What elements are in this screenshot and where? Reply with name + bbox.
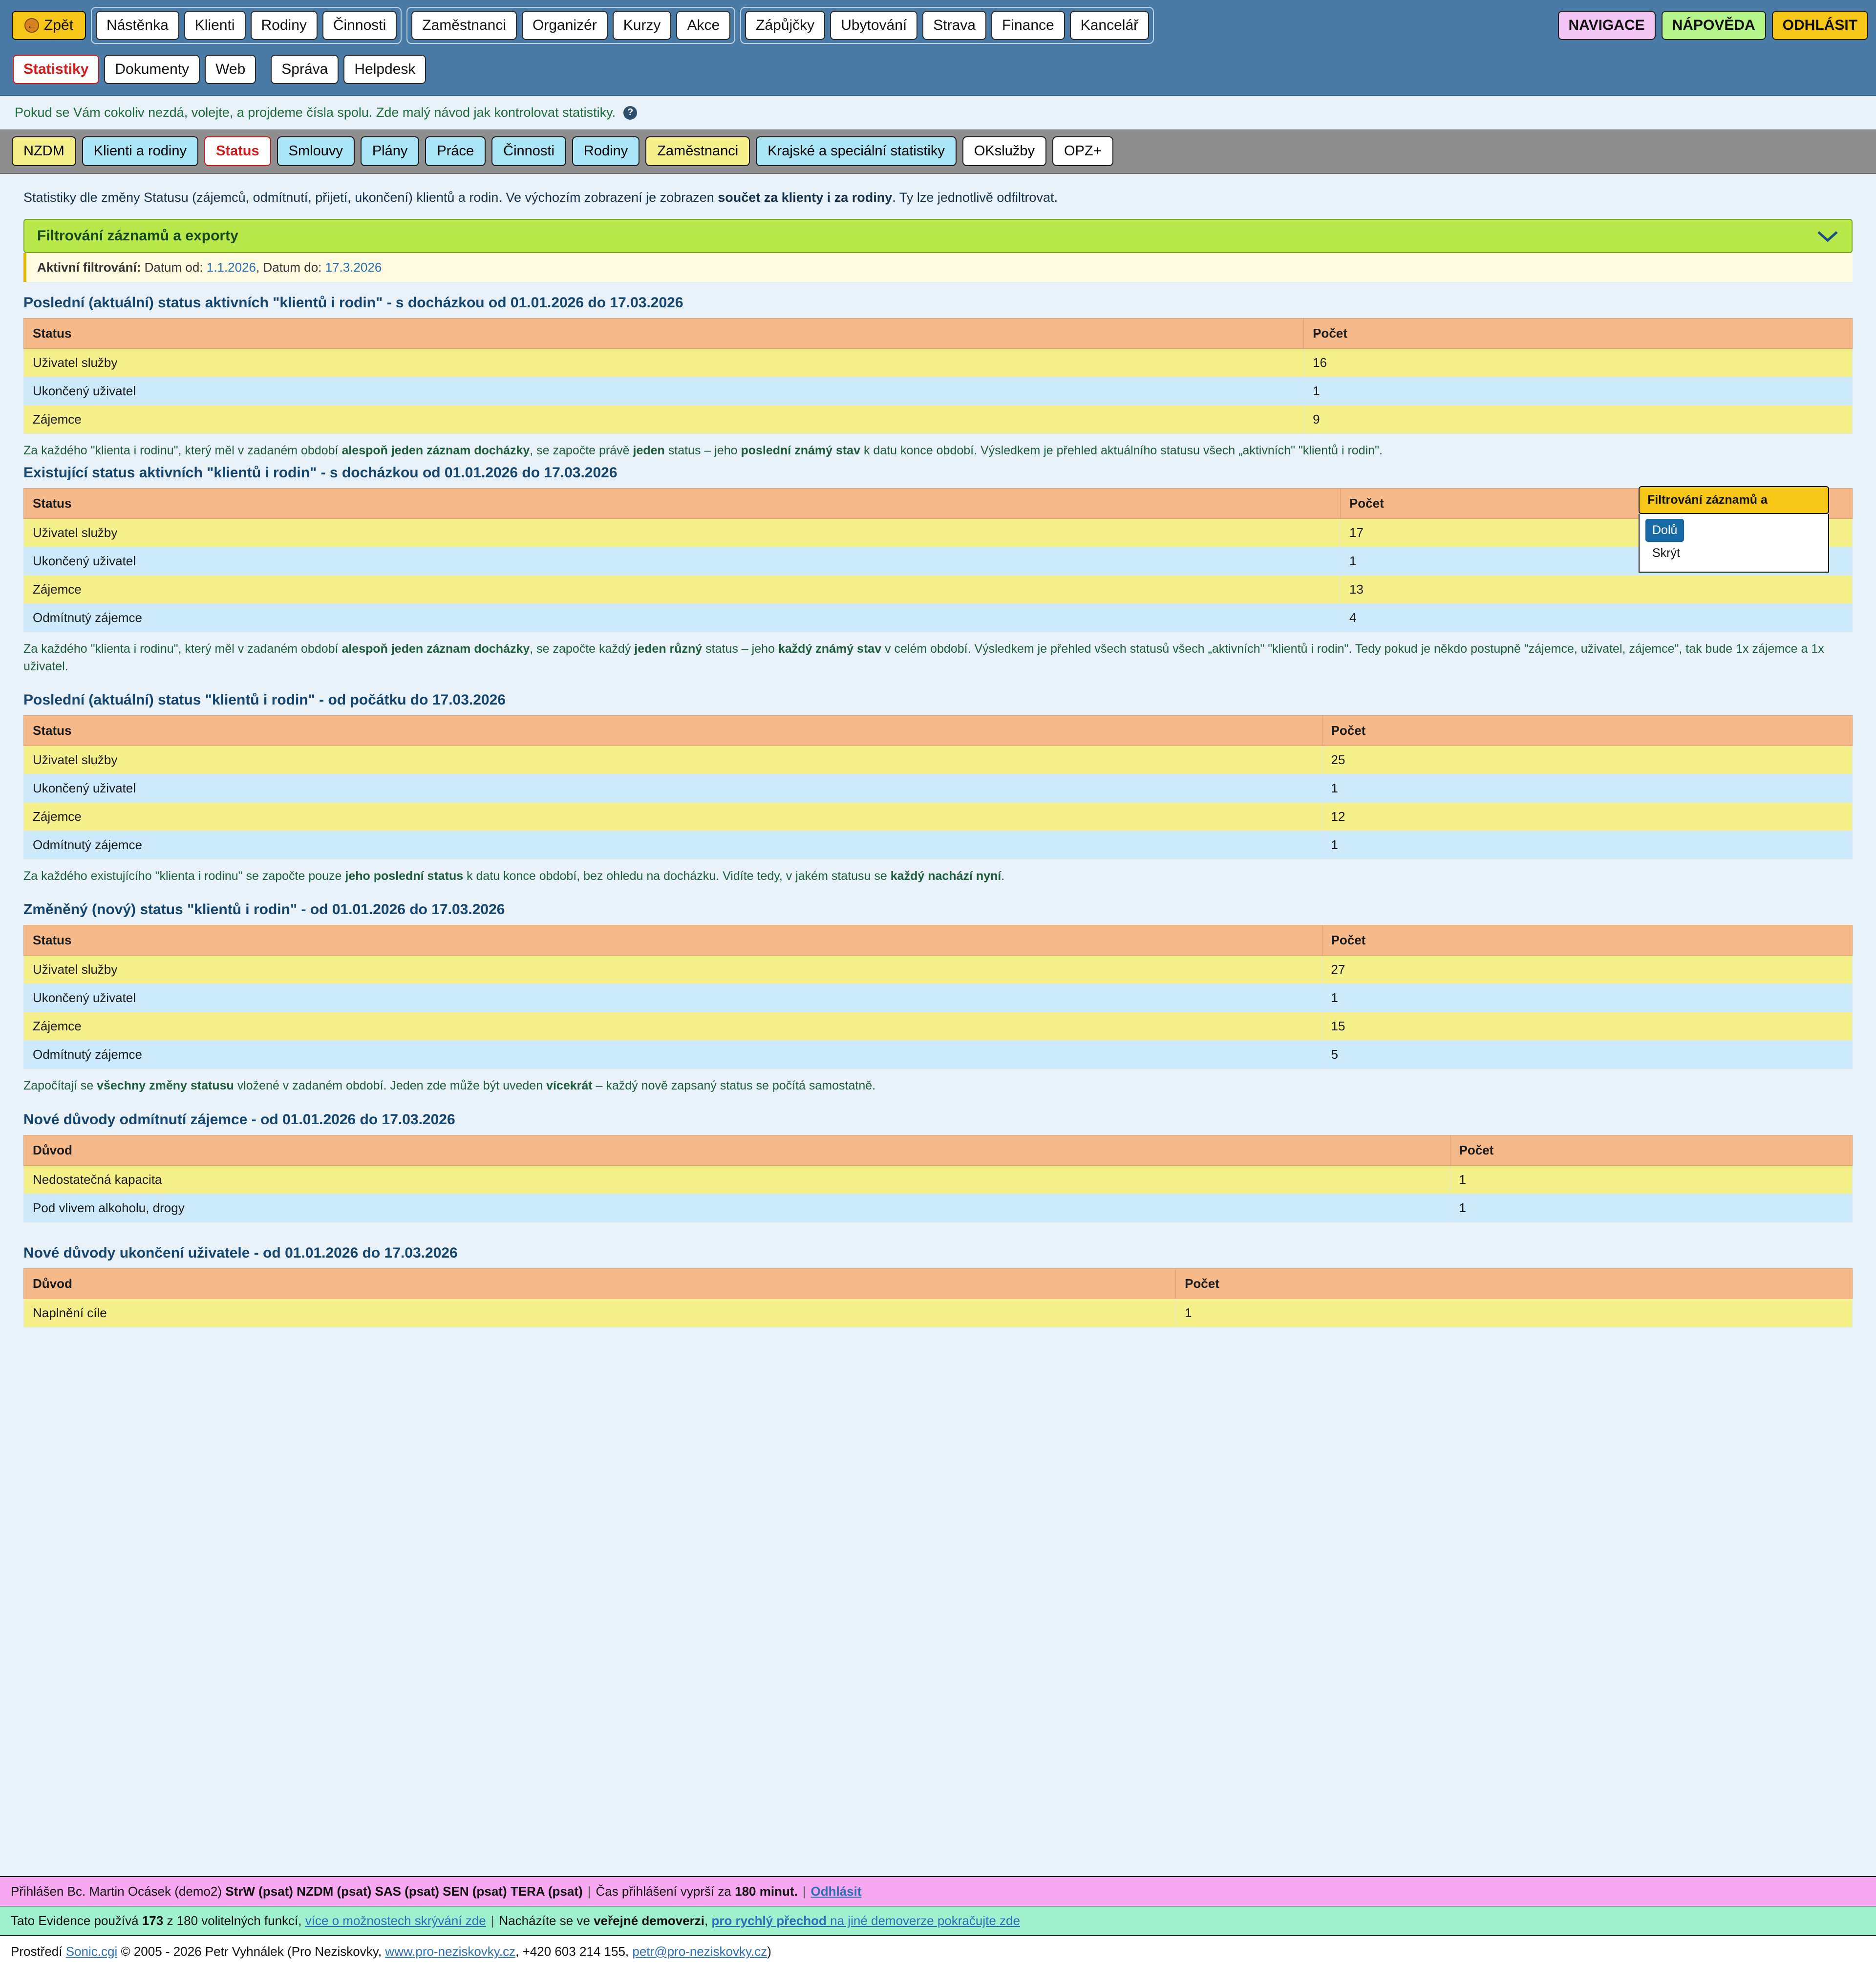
section-title-2: Existující status aktivních "klientů i rodin" - s docházkou od 01.01.2026 do 17.03.2026 <box>23 464 618 481</box>
cell-status: Ukončený uživatel <box>24 984 1322 1012</box>
cell-status: Zájemce <box>24 575 1341 603</box>
table-row <box>24 406 1853 434</box>
top-navigation <box>0 0 1876 96</box>
cell-reason: Naplnění cíle <box>24 1299 1176 1327</box>
cell-status: Ukončený uživatel <box>24 547 1341 575</box>
table-header-row <box>24 716 1853 746</box>
table-row <box>24 774 1853 803</box>
table-row <box>24 1194 1853 1222</box>
table-row <box>24 1012 1853 1041</box>
cell-count: 25 <box>1322 746 1852 774</box>
footer-email-link[interactable]: petr@pro-neziskovky.cz <box>632 1944 767 1959</box>
cell-count: 17 <box>1340 518 1852 547</box>
nav-button-kurzy[interactable]: Kurzy <box>613 11 672 40</box>
table-header-row <box>24 319 1853 349</box>
section-note-2: Za každého "klienta i rodinu", který měl v zadaném období alespoň jeden záznam docházky, se započte každý jeden různý status – jeho každý známý stav v celém období. Výsledkem je přehled všech statusů všech „aktivních" "klientů i rodin". Tedy pokud je někdo postupně "zájemce, uživatel, zájemce", tak bude 1x zájemce a 1x uživatel. <box>23 641 1824 673</box>
column-header-status: Status <box>24 925 1322 956</box>
table-row <box>24 547 1853 575</box>
table-row <box>24 1165 1853 1194</box>
cell-count: 1 <box>1322 774 1852 803</box>
cell-count: 15 <box>1322 1012 1852 1041</box>
footer-session-value: 180 minut. <box>735 1884 798 1899</box>
cell-status: Zájemce <box>24 803 1322 831</box>
active-filter-summary: Aktivní filtrování: Datum od: 1.1.2026, Datum do: 17.3.2026 <box>23 253 1853 282</box>
footer-copyright-bar <box>0 1936 1876 1967</box>
filter-exports-bar[interactable] <box>23 219 1853 253</box>
nav-button-cinnosti[interactable]: Činnosti <box>322 11 397 40</box>
stats-table-4 <box>23 925 1853 1069</box>
section-note-3: Za každého existujícího "klienta i rodinu" se započte pouze jeho poslední status k datu konce období, bez ohledu na docházku. Vidíte tedy, v jakém statusu se každý nachází nyní. <box>23 869 1005 883</box>
footer-user-roles: StrW (psat) NZDM (psat) SAS (psat) SEN (psat) TERA (psat) <box>225 1884 583 1899</box>
page-description-part2: . Ty lze jednotlivě odfiltrovat. <box>892 190 1058 205</box>
footer-copyright-text: © 2005 - 2026 Petr Vyhnálek (Pro Neziskovky, <box>117 1944 385 1959</box>
table-row <box>24 377 1853 406</box>
nav-button-ubytovani[interactable]: Ubytování <box>830 11 917 40</box>
footer-sonic-link[interactable]: Sonic.cgi <box>65 1944 118 1959</box>
cell-count: 12 <box>1322 803 1852 831</box>
filter-context-popup <box>1639 486 1829 573</box>
chevron-down-icon[interactable] <box>1816 230 1839 242</box>
filter-context-popup-header[interactable]: Filtrování záznamů a <box>1639 486 1829 514</box>
table-header-row <box>24 488 1853 518</box>
nav-group-right <box>1558 11 1868 40</box>
section-title-3: Poslední (aktuální) status "klientů i rodin" - od počátku do 17.03.2026 <box>23 692 506 708</box>
tab-cinnosti[interactable]: Činnosti <box>491 136 566 166</box>
cell-count: 5 <box>1322 1041 1852 1069</box>
cell-status: Ukončený uživatel <box>24 774 1322 803</box>
info-line <box>0 96 1876 129</box>
cell-count: 13 <box>1340 575 1852 603</box>
footer-website-link[interactable]: www.pro-neziskovky.cz <box>385 1944 516 1959</box>
nav-button-odhlasit[interactable]: ODHLÁSIT <box>1772 11 1868 40</box>
stats-table-1 <box>23 318 1853 434</box>
nav-group-services <box>740 7 1154 44</box>
cell-status: Uživatel služby <box>24 956 1322 984</box>
tab-krajske-a-specialni-statistiky[interactable]: Krajské a speciální statistiky <box>756 136 957 166</box>
cell-count: 1 <box>1304 377 1853 406</box>
cell-count: 1 <box>1176 1299 1853 1327</box>
nav-group-primary <box>91 7 402 44</box>
column-header-pocet: Počet <box>1322 925 1852 956</box>
cell-status: Ukončený uživatel <box>24 377 1304 406</box>
footer-demo-link[interactable]: pro rychlý přechod <box>711 1913 827 1928</box>
column-header-status: Status <box>24 716 1322 746</box>
nav-button-statistiky-label: Statistiky <box>23 61 89 77</box>
nav-button-kancelar[interactable]: Kancelář <box>1070 11 1149 40</box>
table-header-row <box>24 925 1853 956</box>
cell-count: 1 <box>1322 831 1852 859</box>
main-content <box>0 174 1876 1876</box>
nav-group-admin <box>270 51 427 88</box>
table-row <box>24 831 1853 859</box>
nav-button-dokumenty[interactable]: Dokumenty <box>104 55 200 84</box>
cell-count: 16 <box>1304 349 1853 377</box>
cell-count: 4 <box>1340 603 1852 632</box>
cell-count: 27 <box>1322 956 1852 984</box>
nav-button-statistiky[interactable] <box>13 55 99 84</box>
footer-hiding-link[interactable]: více o možnostech skrývání zde <box>305 1913 486 1928</box>
footer-logout-link[interactable]: Odhlásit <box>810 1884 862 1899</box>
cell-status: Odmítnutý zájemce <box>24 831 1322 859</box>
tab-rodiny[interactable]: Rodiny <box>572 136 640 166</box>
top-nav-row-2 <box>12 51 1868 88</box>
footer-separator: | <box>802 1884 806 1899</box>
cell-count: 1 <box>1340 547 1852 575</box>
nav-button-zapujcky[interactable]: Zápůjčky <box>745 11 825 40</box>
section-title-4: Změněný (nový) status "klientů i rodin" - od 01.01.2026 do 17.03.2026 <box>23 901 505 918</box>
active-filter-from-label: Datum od: <box>144 260 203 275</box>
info-line-text: Pokud se Vám cokoliv nezdá, volejte, a projdeme čísla spolu. Zde malý návod jak kontrolovat statistiky. <box>15 105 616 120</box>
tab-oksluzby[interactable]: OKslužby <box>962 136 1046 166</box>
table-row <box>24 603 1853 632</box>
nav-group-tools <box>12 51 257 88</box>
footer-functions-count: 173 <box>142 1913 164 1928</box>
footer-phone-text: , +420 603 214 155, <box>515 1944 633 1959</box>
nav-button-akce[interactable]: Akce <box>676 11 730 40</box>
footer-demo-tail[interactable]: na jiné demoverze pokračujte zde <box>826 1913 1020 1928</box>
nav-button-helpdesk[interactable]: Helpdesk <box>343 55 426 84</box>
nav-group-staff <box>406 7 735 44</box>
cell-status: Uživatel služby <box>24 349 1304 377</box>
column-header-pocet: Počet <box>1304 319 1853 349</box>
nav-button-strava[interactable]: Strava <box>922 11 986 40</box>
page-description-bold: součet za klienty i za rodiny <box>718 190 893 205</box>
table-header-row <box>24 1268 1853 1299</box>
tab-klienti-a-rodiny[interactable]: Klienti a rodiny <box>82 136 198 166</box>
active-filter-to-label: Datum do: <box>263 260 322 275</box>
footer-env-prefix: Prostředí <box>11 1944 66 1959</box>
table-header-row <box>24 1135 1853 1165</box>
filter-context-popup-body <box>1639 514 1829 573</box>
footer-separator: | <box>587 1884 591 1899</box>
nav-button-sprava[interactable]: Správa <box>271 55 339 84</box>
table-row <box>24 1041 1853 1069</box>
nav-button-web[interactable]: Web <box>205 55 256 84</box>
cell-count: 1 <box>1450 1165 1852 1194</box>
cell-status: Uživatel služby <box>24 518 1341 547</box>
tab-status[interactable]: Status <box>204 136 271 166</box>
table-row <box>24 956 1853 984</box>
footer-demo-bold: veřejné demoverzi <box>594 1913 704 1928</box>
cell-reason: Pod vlivem alkoholu, drogy <box>24 1194 1450 1222</box>
table-row <box>24 1299 1853 1327</box>
back-arrow-icon: ← <box>24 18 39 33</box>
cell-status: Uživatel služby <box>24 746 1322 774</box>
footer-functions-mid: z 180 volitelných funkcí, <box>163 1913 305 1928</box>
cell-count: 9 <box>1304 406 1853 434</box>
section-title-1: Poslední (aktuální) status aktivních "klientů i rodin" - s docházkou od 01.01.2026 do 17.03.2026 <box>23 295 683 311</box>
cell-count: 1 <box>1322 984 1852 1012</box>
tab-plany[interactable]: Plány <box>361 136 420 166</box>
footer-separator: | <box>490 1913 494 1928</box>
footer-close-paren: ) <box>767 1944 771 1959</box>
table-row <box>24 803 1853 831</box>
popup-item-dolu[interactable]: Dolů <box>1645 519 1684 542</box>
cell-count: 1 <box>1450 1194 1852 1222</box>
question-mark-icon[interactable]: ? <box>623 106 637 120</box>
page-description-part1: Statistiky dle změny Statusu (zájemců, odmítnutí, přijetí, ukončení) klientů a rodin. Ve výchozím zobrazení je zobrazen <box>23 190 718 205</box>
filter-exports-title: Filtrování záznamů a exporty <box>37 228 238 244</box>
nav-button-klienti[interactable]: Klienti <box>184 11 246 40</box>
table-row <box>24 518 1853 547</box>
stats-table-2 <box>23 488 1853 632</box>
tab-zamestnanci[interactable]: Zaměstnanci <box>645 136 750 166</box>
footer-demo-prefix: Nacházíte se ve <box>499 1913 594 1928</box>
column-header-status: Status <box>24 319 1304 349</box>
nav-button-rodiny[interactable]: Rodiny <box>251 11 318 40</box>
section-note-4: Započítají se všechny změny statusu vložené v zadaném období. Jeden zde může být uveden vícekrát – každý nově zapsaný status se počítá samostatně. <box>23 1079 876 1093</box>
tab-smlouvy[interactable]: Smlouvy <box>277 136 355 166</box>
table-row <box>24 984 1853 1012</box>
cell-status: Odmítnutý zájemce <box>24 603 1341 632</box>
nav-button-nastenka[interactable]: Nástěnka <box>96 11 179 40</box>
nav-button-napoveda[interactable]: NÁPOVĚDA <box>1662 11 1766 40</box>
table-row <box>24 349 1853 377</box>
column-header-pocet: Počet <box>1322 716 1852 746</box>
column-header-pocet: Počet <box>1450 1135 1852 1165</box>
stats-table-5 <box>23 1135 1853 1222</box>
cell-status: Zájemce <box>24 1012 1322 1041</box>
column-header-status: Status <box>24 488 1341 518</box>
page-footer <box>0 1876 1876 1967</box>
section-2-wrapper <box>23 465 1853 632</box>
footer-session-prefix: Čas přihlášení vyprší za <box>596 1884 735 1899</box>
table-row <box>24 575 1853 603</box>
page-description <box>23 189 1853 206</box>
nav-button-zamestnanci[interactable]: Zaměstnanci <box>411 11 517 40</box>
nav-button-navigace[interactable]: NAVIGACE <box>1558 11 1656 40</box>
column-header-pocet: Počet <box>1340 488 1852 518</box>
cell-status: Zájemce <box>24 406 1304 434</box>
section-note-1: Za každého "klienta i rodinu", který měl v zadaném období alespoň jeden záznam docházky, se započte právě jeden status – jeho poslední známý stav k datu konce období. Výsledkem je přehled aktuálního statusu všech „aktivních" "klientů i rodin". <box>23 444 1383 458</box>
tab-opz-plus[interactable]: OPZ+ <box>1052 136 1113 166</box>
footer-login-bar <box>0 1876 1876 1906</box>
tab-prace[interactable]: Práce <box>425 136 486 166</box>
active-filter-to-value[interactable]: 17.3.2026 <box>325 260 382 275</box>
footer-functions-prefix: Tato Evidence používá <box>11 1913 142 1928</box>
back-button-label: Zpět <box>44 17 74 33</box>
back-button[interactable] <box>12 11 86 40</box>
top-nav-row-1 <box>12 7 1868 44</box>
column-header-pocet: Počet <box>1176 1268 1853 1299</box>
nav-button-finance[interactable]: Finance <box>991 11 1065 40</box>
statistics-tabbar <box>0 129 1876 174</box>
cell-status: Odmítnutý zájemce <box>24 1041 1322 1069</box>
table-row <box>24 746 1853 774</box>
footer-user-prefix: Přihlášen Bc. Martin Ocásek (demo2) <box>11 1884 226 1899</box>
section-title-6: Nové důvody ukončení uživatele - od 01.01.2026 do 17.03.2026 <box>23 1244 458 1261</box>
stats-table-3 <box>23 715 1853 859</box>
column-header-duvod: Důvod <box>24 1135 1450 1165</box>
nav-button-organizer[interactable]: Organizér <box>522 11 608 40</box>
active-filter-from-value[interactable]: 1.1.2026 <box>206 260 256 275</box>
footer-functions-bar: Tato Evidence používá 173 z 180 volitelných funkcí, více o možnostech skrývání zde | Nacházíte se ve veřejné demoverzi, pro rychlý přechod na jiné demoverze pokračujte zde <box>0 1906 1876 1936</box>
stats-table-6 <box>23 1268 1853 1327</box>
cell-reason: Nedostatečná kapacita <box>24 1165 1450 1194</box>
tab-nzdm[interactable]: NZDM <box>12 136 76 166</box>
column-header-duvod: Důvod <box>24 1268 1176 1299</box>
section-title-5: Nové důvody odmítnutí zájemce - od 01.01.2026 do 17.03.2026 <box>23 1111 455 1128</box>
active-filter-label: Aktivní filtrování: <box>37 260 141 275</box>
popup-item-skryt[interactable]: Skrýt <box>1652 546 1680 560</box>
